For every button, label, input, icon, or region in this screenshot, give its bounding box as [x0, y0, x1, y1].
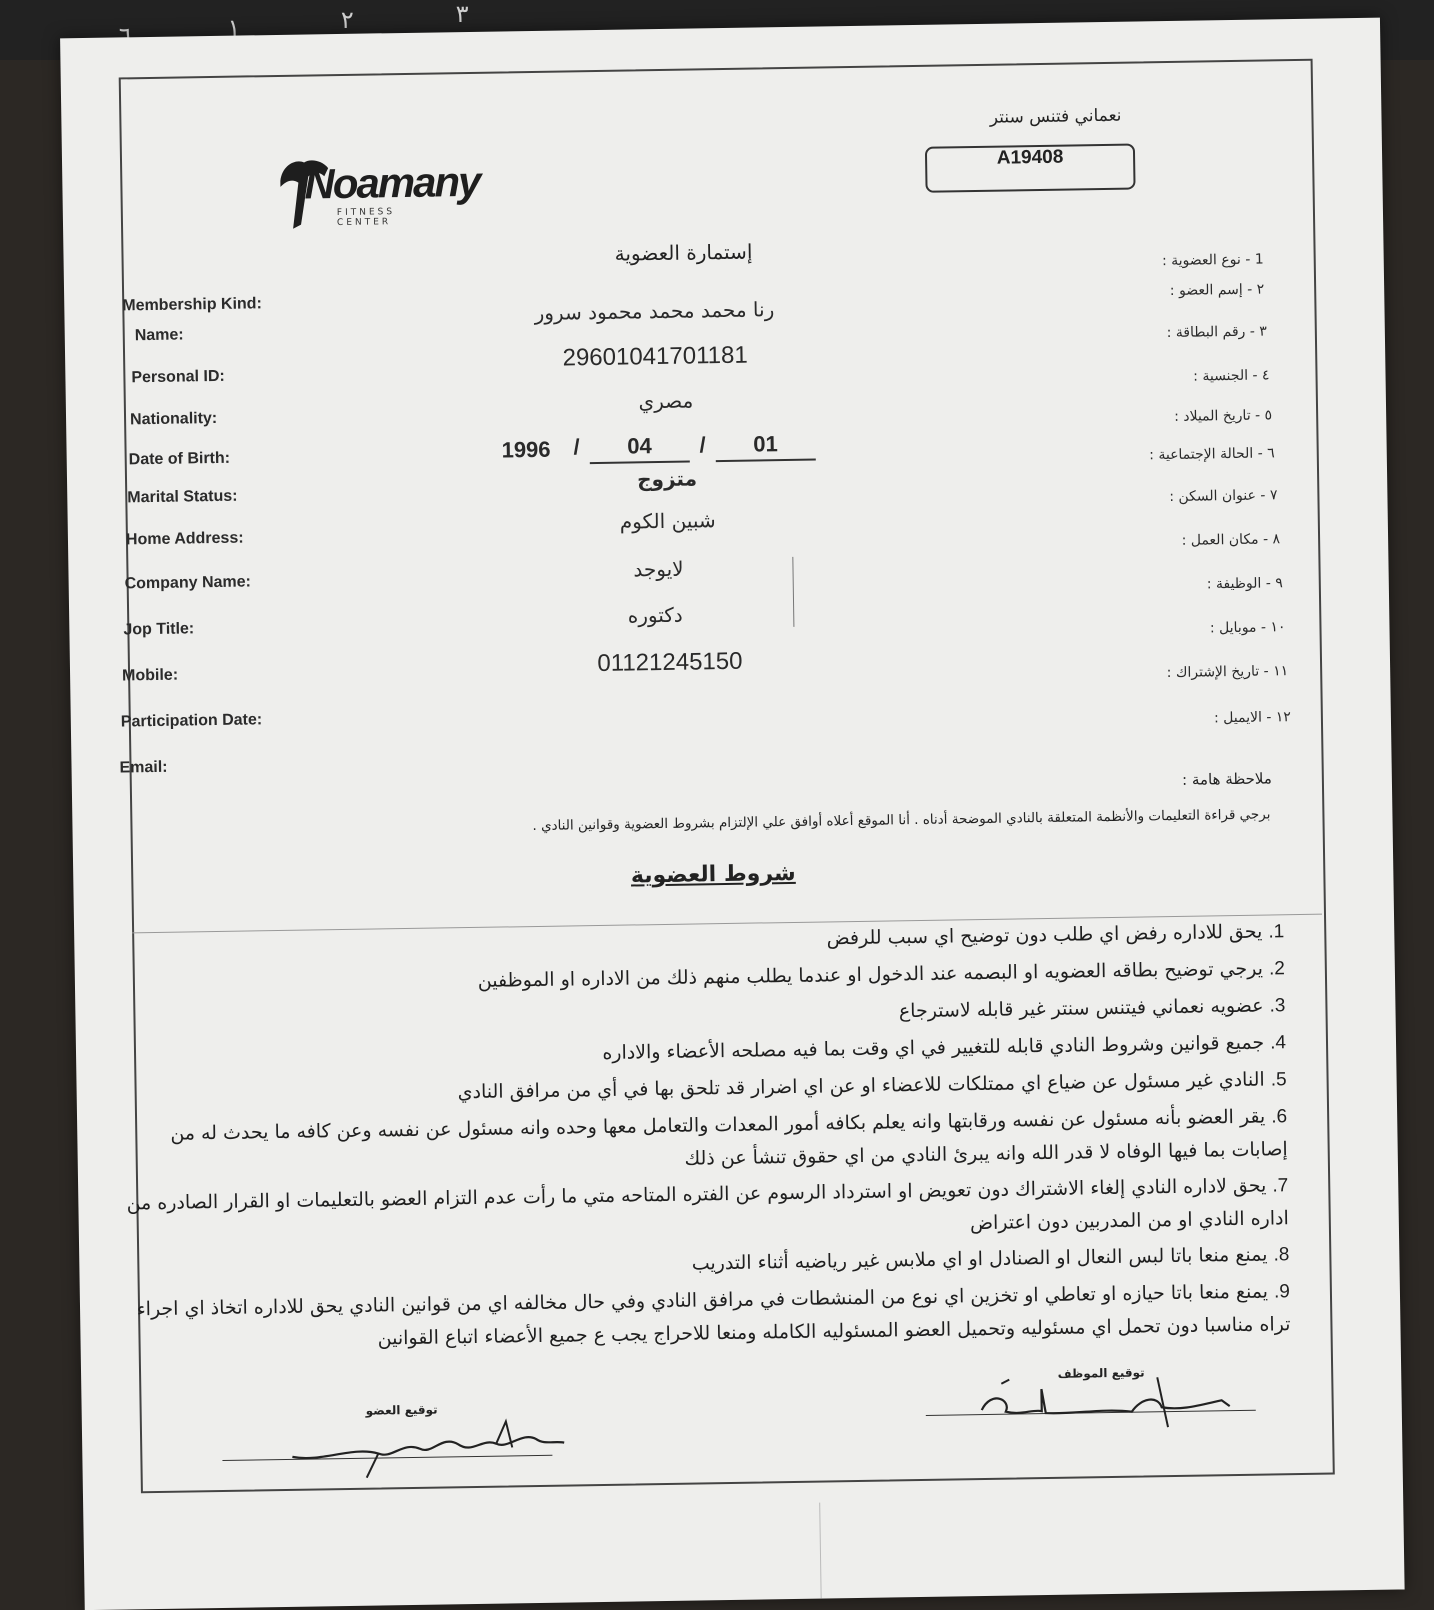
- value-home-address: شبين الكوم: [619, 508, 716, 534]
- key-label: ١: [226, 14, 241, 42]
- term-text: عضويه نعماني فيتنس سنتر غير قابله لاسترجاع: [898, 994, 1264, 1023]
- label-membership-kind: Membership Kind:: [122, 295, 262, 315]
- label-mobile: Mobile:: [121, 666, 179, 685]
- value-marital-status: متزوج: [636, 466, 698, 492]
- value-nationality: مصري: [638, 388, 694, 414]
- membership-form-paper: [60, 18, 1405, 1610]
- logo-subtext: FITNESS CENTER: [336, 207, 396, 229]
- term-text: جميع قوانين وشروط النادي قابله للتغيير في اي وقت بما فيه مصلحه الأعضاء والاداره: [602, 1031, 1265, 1064]
- employee-signature: [961, 1366, 1262, 1435]
- label-job-title: Jop Title:: [123, 620, 195, 639]
- label-name: Name:: [134, 326, 184, 345]
- employee-signature-label: توقيع الموظف: [1057, 1365, 1145, 1381]
- member-signature-label: توقيع العضو: [365, 1402, 438, 1418]
- note-title: ملاحظة هامة :: [1181, 769, 1272, 789]
- term-number: 5.: [1270, 1069, 1287, 1091]
- form-number: A19408: [925, 143, 1136, 192]
- label-nationality: Nationality:: [129, 409, 218, 429]
- value-company-name: لايوجد: [633, 556, 684, 582]
- label-participation-date: Participation Date:: [120, 711, 263, 731]
- label-date-of-birth-ar: ٥ - تاريخ الميلاد :: [1174, 407, 1273, 425]
- term-number: 9.: [1273, 1281, 1291, 1303]
- term-text: يقر العضو بأنه مسئول عن نفسه ورقابتها وانه يعلم بكافه أمور المعدات والتعامل معها وحده وانه مسئول عن نفسه وعن كافه ما يحدث له من إصابات بما فيها الوفاه لا قدر الله وانه يبرئ النادي من اي حقوق تنشأ عن ذلك: [170, 1105, 1288, 1170]
- label-personal-id: Personal ID:: [131, 367, 225, 387]
- note-body: برجي قراءة التعليمات والأنظمة المتعلقة بالنادي الموضحة أدناه . أنا الموقع أعلاه أوافق علي الإلتزام بشروط العضوية وقوانين النادي .: [532, 806, 1271, 835]
- term-text: النادي غير مسئول عن ضياع اي ممتلكات للاعضاء او عن اي اضرار قد تلحق بها في أي من مرافق النادي: [457, 1068, 1265, 1104]
- value-personal-id: 29601041701181: [562, 341, 748, 372]
- value-date-of-birth: [501, 428, 832, 469]
- label-participation-date-ar: ١١ - تاريخ الإشتراك :: [1166, 663, 1289, 682]
- member-signature: [282, 1412, 573, 1481]
- term-number: 7.: [1272, 1175, 1289, 1197]
- term-text: يرجي توضيح بطاقه العضويه او البصمه عند الدخول او عندما يطلب منهم ذلك من الاداره او الموظفين: [477, 957, 1264, 992]
- dob-separator: /: [573, 434, 580, 460]
- key-label: ٢: [340, 6, 355, 34]
- form-title: إستمارة العضوية: [614, 239, 753, 266]
- dob-month: 04: [589, 433, 689, 465]
- term-text: يمنع منعا باتا حيازه او تعاطي او تخزين اي نوع من المنشطات في مرافق النادي وفي حال مخالفه اي من قوانين النادي يحق للاداره اتخاذ اي اجراء تراه مناسبا دون تحمل اي مسئوليه وتحميل العضو المسئوليه الكامله ومنعا للاحراج يجب ع جميع الأعضاء اتباع القوانين: [136, 1280, 1291, 1350]
- term-text: يحق لاداره النادي إلغاء الاشتراك دون تعويض او استرداد الرسوم عن الفتره المتاحه متي ما رأت عدم التزام العضو بالتعليمات او القرار الصادره من اداره النادي او من المدربين دون اعتراض: [126, 1174, 1289, 1235]
- dob-day: 01: [715, 431, 815, 463]
- term-number: 6.: [1271, 1106, 1288, 1128]
- key-label: ٣: [455, 0, 470, 28]
- label-company-name: Company Name:: [124, 573, 252, 593]
- club-name: نعماني فتنس سنتر: [989, 105, 1122, 128]
- label-company-name-ar: ٨ - مكان العمل :: [1181, 531, 1281, 549]
- term-number: 2.: [1268, 958, 1286, 980]
- label-marital-status: Marital Status:: [127, 487, 238, 507]
- label-mobile-ar: ١٠ - موبايل :: [1209, 619, 1286, 637]
- dob-separator: /: [699, 432, 706, 458]
- term-number: 4.: [1269, 1032, 1287, 1054]
- label-home-address-ar: ٧ - عنوان السكن :: [1169, 487, 1278, 505]
- club-logo: [274, 144, 480, 237]
- label-job-title-ar: ٩ - الوظيفة :: [1206, 575, 1283, 593]
- term-number: 1.: [1268, 921, 1285, 943]
- label-marital-status-ar: ٦ - الحالة الإجتماعية :: [1149, 445, 1275, 464]
- label-email: Email:: [119, 758, 168, 777]
- label-personal-id-ar: ٣ - رقم البطاقة :: [1166, 323, 1267, 342]
- term-number: 8.: [1273, 1244, 1290, 1266]
- term-number: 3.: [1269, 995, 1286, 1017]
- term-text: يمنع منعا باتا لبس النعال او الصنادل او اي ملابس غير رياضيه أثناء التدريب: [691, 1243, 1268, 1275]
- key-label: ٦: [118, 22, 133, 50]
- term-text: يحق للاداره رفض اي طلب دون توضيح اي سبب للرفض: [826, 920, 1263, 950]
- value-mobile: 01121245150: [597, 647, 743, 678]
- value-name: رنا محمد محمد محمود سرور: [534, 297, 775, 325]
- terms-title: شروط العضوية: [630, 860, 796, 889]
- logo-wordmark: Noamany: [304, 157, 480, 208]
- label-nationality-ar: ٤ - الجنسية :: [1193, 367, 1270, 385]
- label-home-address: Home Address:: [125, 529, 244, 549]
- paper-fold-line: [819, 1503, 822, 1599]
- label-membership-kind-ar: 1 - نوع العضوية :: [1161, 251, 1264, 270]
- value-job-title: دكتوره: [627, 602, 683, 628]
- dob-year: 1996: [501, 436, 551, 463]
- terms-list: [114, 915, 1291, 1362]
- label-email-ar: ١٢ - الايميل :: [1213, 709, 1292, 727]
- term-item: [120, 1275, 1291, 1358]
- label-name-ar: ٢ - إسم العضو :: [1169, 281, 1265, 299]
- label-date-of-birth: Date of Birth:: [128, 449, 231, 469]
